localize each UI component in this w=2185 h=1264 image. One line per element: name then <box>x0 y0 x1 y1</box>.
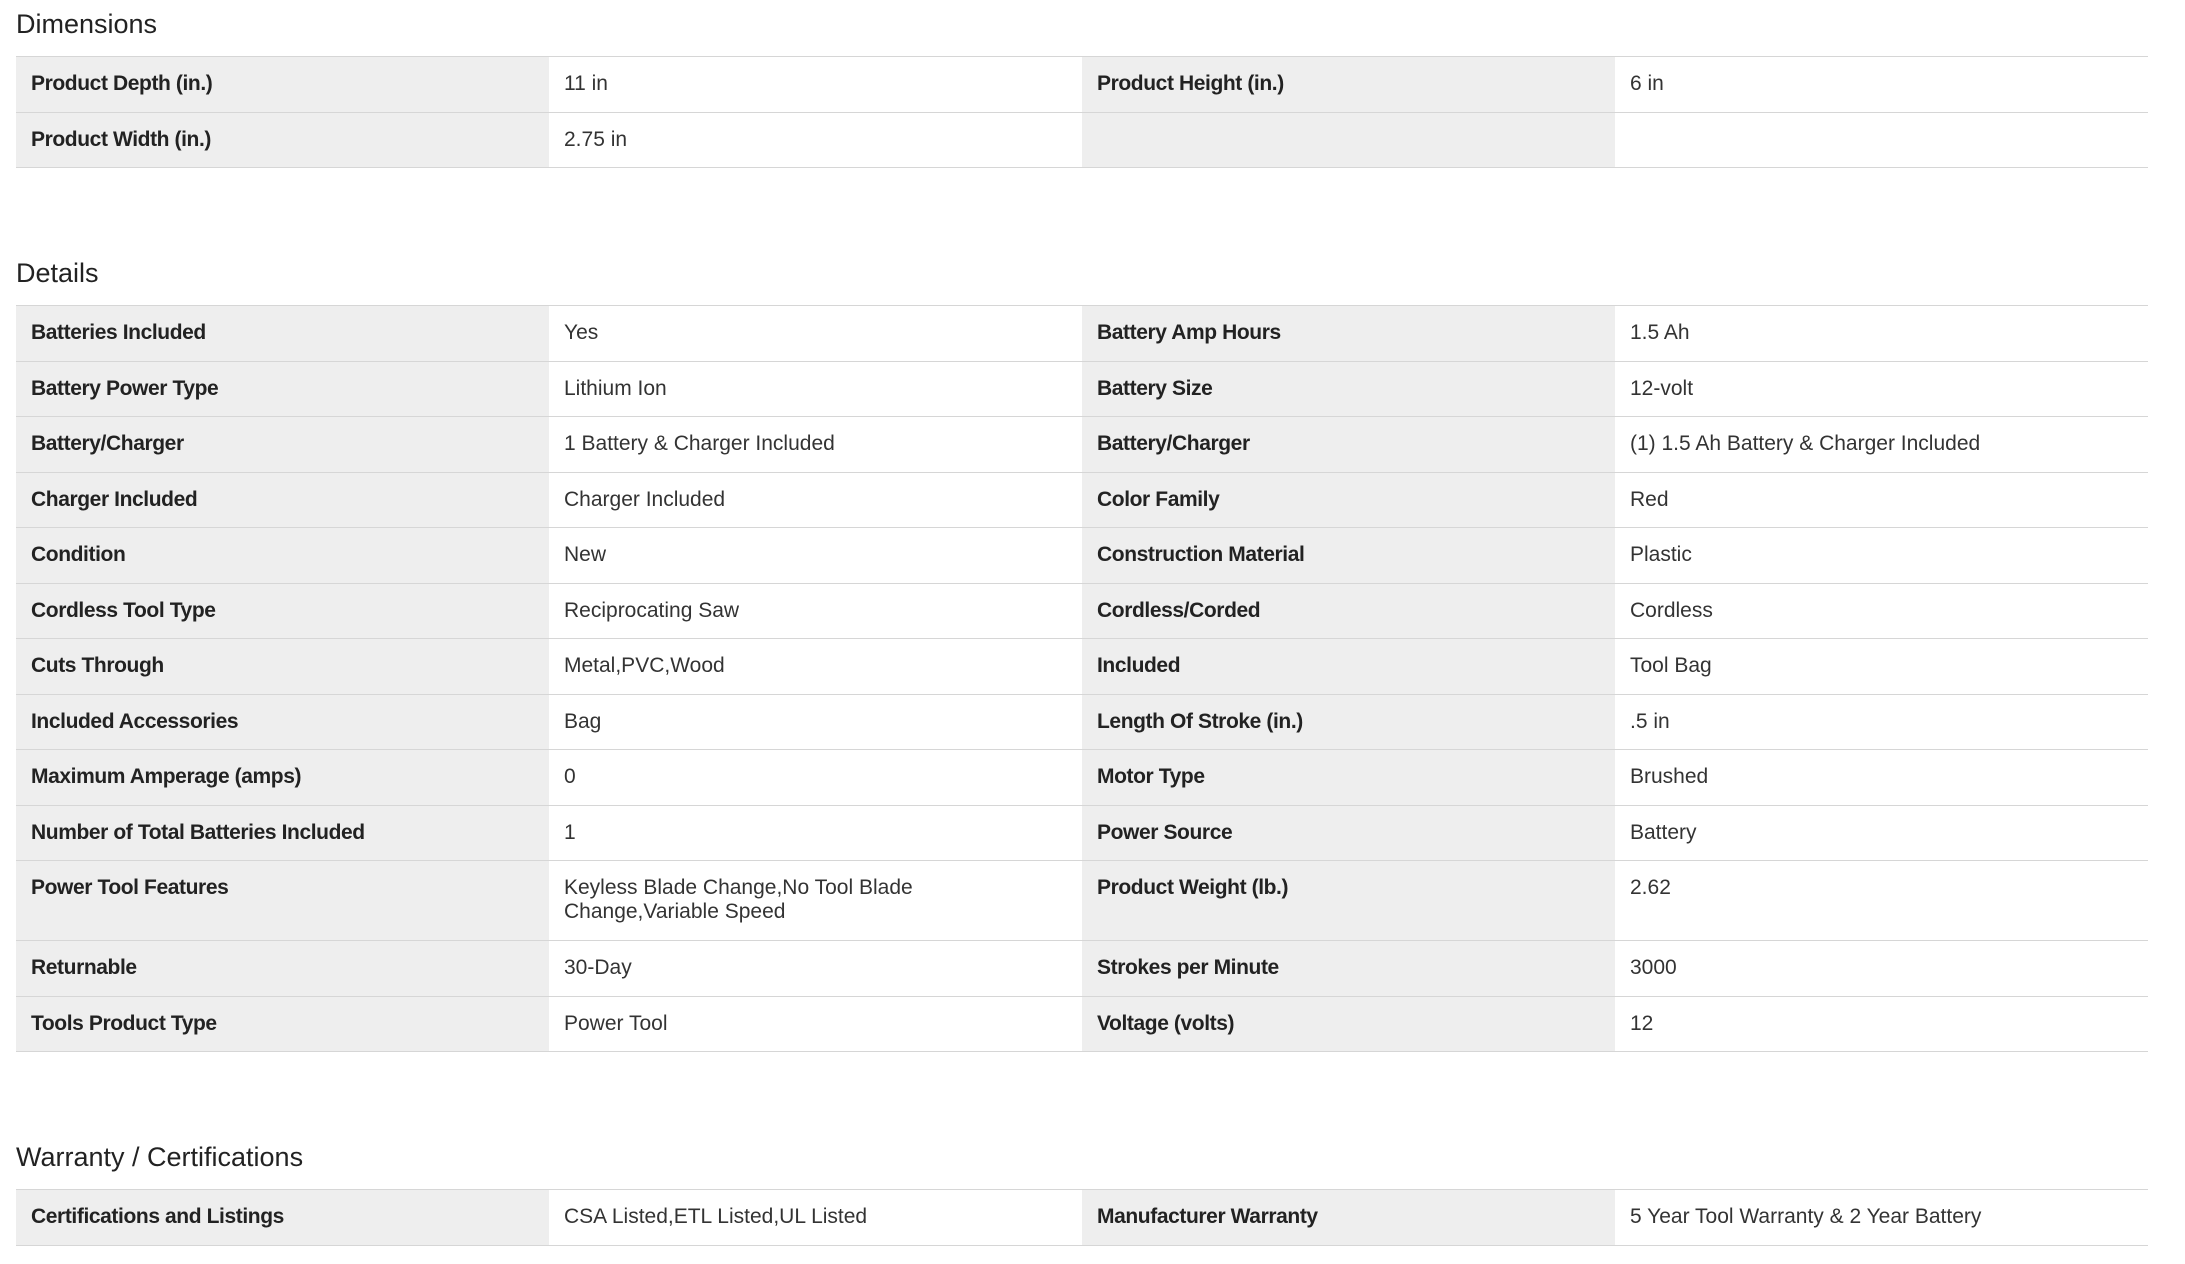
spec-value: 3000 <box>1615 941 2148 997</box>
spec-value: 2.75 in <box>549 112 1082 168</box>
spec-label: Included <box>1082 639 1615 695</box>
spec-row <box>16 996 2148 1052</box>
spec-value: 1.5 Ah <box>1615 306 2148 362</box>
spec-row <box>16 861 2148 941</box>
section-title-details: Details <box>16 258 99 288</box>
spec-value: .5 in <box>1615 694 2148 750</box>
spec-value: Plastic <box>1615 528 2148 584</box>
spec-value: Cordless <box>1615 583 2148 639</box>
spec-value: Metal,PVC,Wood <box>549 639 1082 695</box>
spec-value: Brushed <box>1615 750 2148 806</box>
warranty-certifications-table <box>16 1189 2148 1246</box>
spec-row <box>16 361 2148 417</box>
spec-value: 30-Day <box>549 941 1082 997</box>
spec-label: Length Of Stroke (in.) <box>1082 694 1615 750</box>
spec-label: Battery/Charger <box>1082 417 1615 473</box>
spec-value: Bag <box>549 694 1082 750</box>
spec-label: Power Tool Features <box>16 861 549 941</box>
spec-label: Battery Amp Hours <box>1082 306 1615 362</box>
spec-value: New <box>549 528 1082 584</box>
spec-value: Power Tool <box>549 996 1082 1052</box>
spec-value: 1 <box>549 805 1082 861</box>
section-title-warranty-certifications: Warranty / Certifications <box>16 1142 304 1172</box>
spec-label: Color Family <box>1082 472 1615 528</box>
spec-label: Included Accessories <box>16 694 549 750</box>
spec-label: Strokes per Minute <box>1082 941 1615 997</box>
spec-label: Motor Type <box>1082 750 1615 806</box>
spec-label: Number of Total Batteries Included <box>16 805 549 861</box>
spec-row <box>16 1190 2148 1246</box>
spec-value: Keyless Blade Change,No Tool Blade Change,Variable Speed <box>549 861 1082 941</box>
spec-label: Product Width (in.) <box>16 112 549 168</box>
spec-value: 2.62 <box>1615 861 2148 941</box>
spec-row <box>16 941 2148 997</box>
spec-label: Charger Included <box>16 472 549 528</box>
spec-row <box>16 805 2148 861</box>
spec-row <box>16 417 2148 473</box>
spec-row <box>16 639 2148 695</box>
spec-value: Charger Included <box>549 472 1082 528</box>
spec-label: Condition <box>16 528 549 584</box>
spec-value: Lithium Ion <box>549 361 1082 417</box>
spec-label: Voltage (volts) <box>1082 996 1615 1052</box>
spec-value: 5 Year Tool Warranty & 2 Year Battery <box>1615 1190 2148 1246</box>
details-section <box>16 257 2148 1052</box>
spec-row <box>16 112 2148 168</box>
spec-row <box>16 472 2148 528</box>
spec-label: Cordless Tool Type <box>16 583 549 639</box>
spec-value: Red <box>1615 472 2148 528</box>
spec-label: Product Depth (in.) <box>16 57 549 113</box>
spec-label: Certifications and Listings <box>16 1190 549 1246</box>
spec-row <box>16 583 2148 639</box>
spec-label: Maximum Amperage (amps) <box>16 750 549 806</box>
details-table <box>16 305 2148 1052</box>
spec-value: Battery <box>1615 805 2148 861</box>
spec-value: (1) 1.5 Ah Battery & Charger Included <box>1615 417 2148 473</box>
spec-label: Cordless/Corded <box>1082 583 1615 639</box>
spec-value: 6 in <box>1615 57 2148 113</box>
spec-value: 12-volt <box>1615 361 2148 417</box>
spec-row <box>16 57 2148 113</box>
spec-label: Battery Power Type <box>16 361 549 417</box>
spec-value: Yes <box>549 306 1082 362</box>
spec-row <box>16 750 2148 806</box>
warranty-certifications-section <box>16 1141 2148 1246</box>
section-title-dimensions: Dimensions <box>16 9 158 39</box>
spec-label: Cuts Through <box>16 639 549 695</box>
spec-label: Construction Material <box>1082 528 1615 584</box>
spec-label: Product Height (in.) <box>1082 57 1615 113</box>
spec-row <box>16 694 2148 750</box>
dimensions-table <box>16 56 2148 168</box>
spec-value-empty <box>1615 112 2148 168</box>
spec-label: Manufacturer Warranty <box>1082 1190 1615 1246</box>
spec-label: Returnable <box>16 941 549 997</box>
spec-value: CSA Listed,ETL Listed,UL Listed <box>549 1190 1082 1246</box>
spec-label: Product Weight (lb.) <box>1082 861 1615 941</box>
spec-row <box>16 306 2148 362</box>
spec-value: 12 <box>1615 996 2148 1052</box>
spec-label: Battery Size <box>1082 361 1615 417</box>
spec-label: Tools Product Type <box>16 996 549 1052</box>
spec-row <box>16 528 2148 584</box>
spec-value: 11 in <box>549 57 1082 113</box>
spec-label: Battery/Charger <box>16 417 549 473</box>
dimensions-section <box>16 8 2148 168</box>
spec-value: Tool Bag <box>1615 639 2148 695</box>
spec-label: Batteries Included <box>16 306 549 362</box>
spec-value: Reciprocating Saw <box>549 583 1082 639</box>
spec-value: 0 <box>549 750 1082 806</box>
spec-label-empty <box>1082 112 1615 168</box>
spec-label: Power Source <box>1082 805 1615 861</box>
spec-value: 1 Battery & Charger Included <box>549 417 1082 473</box>
